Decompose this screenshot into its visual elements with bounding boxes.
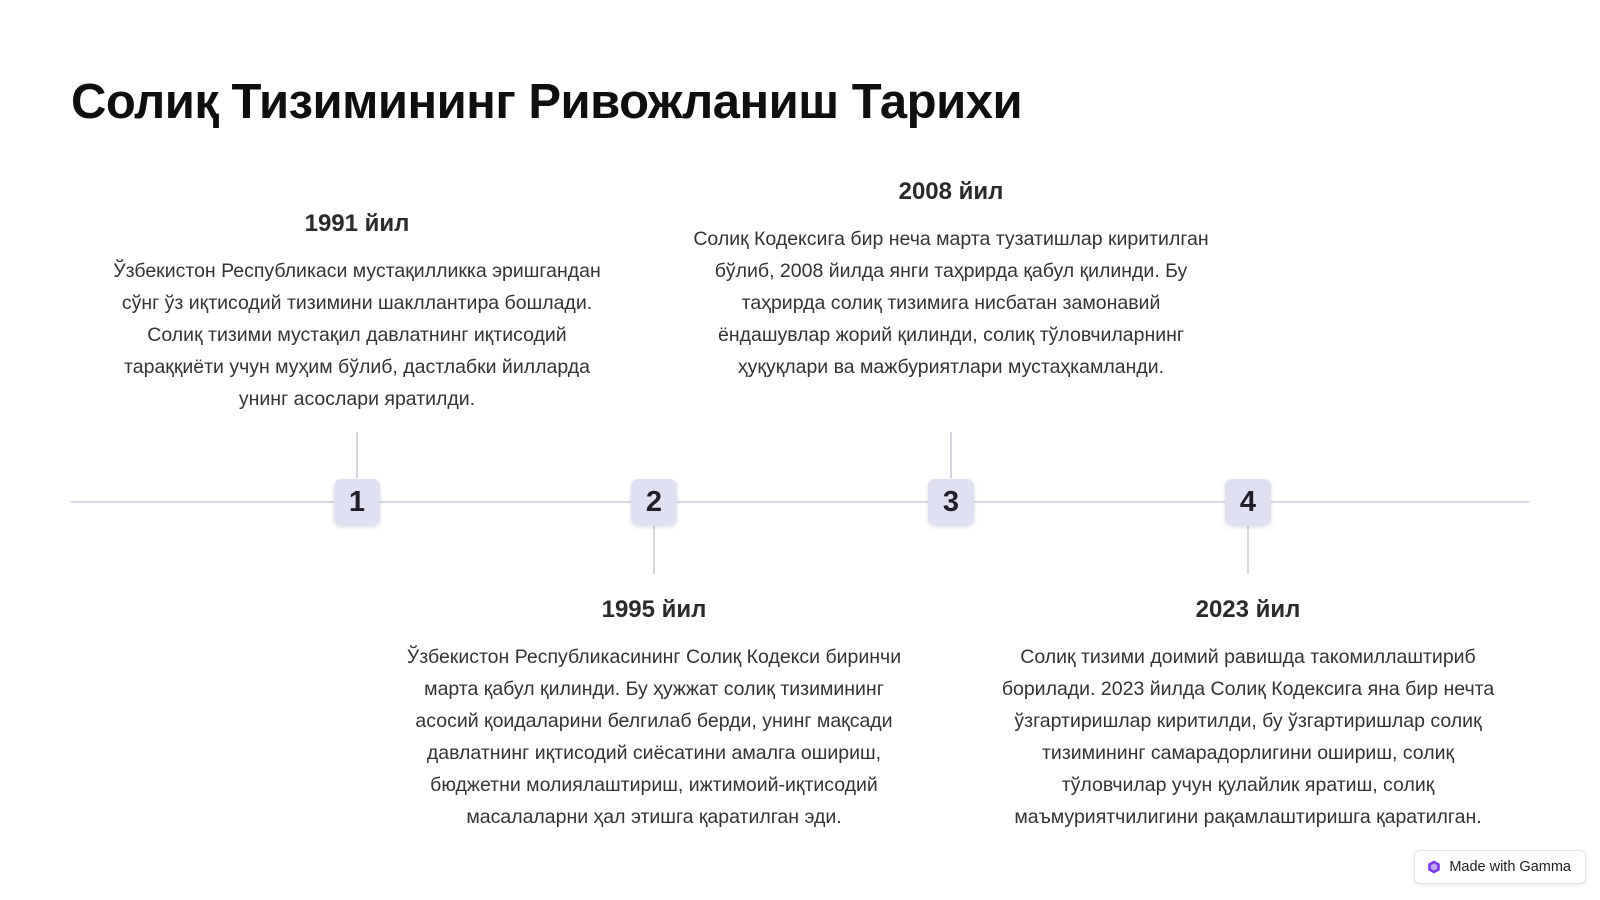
connector-2	[653, 526, 655, 574]
timeline-marker-3	[928, 479, 974, 525]
event-year: 2008 йил	[898, 178, 1004, 205]
connector-1	[356, 432, 358, 478]
event-description: Солиқ тизими доимий равишда такомиллаштириб борилади. 2023 йилда Солиқ Кодексига яна бир нечта ўзгартиришлар киритилди, бу ўзгартиришлар солиқ тизимининг самарадорлигини ошириш, солиқ тўловчилар учун қулайлик яратиш, солиқ маъмуриятчилигини рақамлаштиришга қаратилган.	[1001, 646, 1495, 828]
event-description: Солиқ Кодексига бир неча марта тузатишлар киритилган бўлиб, 2008 йилда янги таҳрирда қабул қилинди. Бу таҳрирда солиқ тизимига нисбатан замонавий ёндашувлар жорий қилинди, солиқ тўловчиларнинг ҳуқуқлари ва мажбуриятлари мустаҳкамланди.	[693, 228, 1209, 378]
timeline-marker-2	[631, 479, 677, 525]
event-year: 1995 йил	[601, 596, 707, 623]
gamma-logo-icon	[1427, 860, 1441, 874]
connector-3	[950, 432, 952, 478]
timeline-marker-4	[1225, 479, 1271, 525]
page-title: Солиқ Тизимининг Ривожланиш Тарихи	[71, 75, 1023, 129]
timeline-event-1991	[97, 208, 617, 415]
connector-4	[1247, 526, 1249, 574]
marker-number: 3	[942, 485, 960, 518]
event-description: Ўзбекистон Республикасининг Солиқ Кодекси биринчи марта қабул қилинди. Бу ҳужжат солиқ тизимининг асосий қоидаларини белгилаб берди, унинг мақсади давлатнинг иқтисодий сиёсатини амалга ошириш, бюджетни молиялаштириш, ижтимоий-иқтисодий масалаларни ҳал этишга қаратилган эди.	[406, 646, 902, 828]
timeline-marker-1	[334, 479, 380, 525]
marker-number: 4	[1239, 485, 1257, 518]
made-with-gamma-badge[interactable]	[1414, 850, 1586, 884]
event-year: 2023 йил	[1195, 596, 1301, 623]
timeline-event-2023	[988, 594, 1508, 833]
marker-number: 2	[645, 485, 663, 518]
timeline-event-1995	[394, 594, 914, 833]
marker-number: 1	[348, 485, 366, 518]
timeline-axis	[71, 501, 1529, 503]
event-year: 1991 йил	[304, 210, 410, 237]
timeline-event-2008	[691, 176, 1211, 383]
event-description: Ўзбекистон Республикаси мустақилликка эришгандан сўнг ўз иқтисодий тизимини шакллантира бошлади. Солиқ тизими мустақил давлатнинг иқтисодий тараққиёти учун муҳим бўлиб, дастлабки йилларда унинг асослари яратилди.	[113, 260, 601, 410]
badge-label: Made with Gamma	[1449, 859, 1571, 875]
